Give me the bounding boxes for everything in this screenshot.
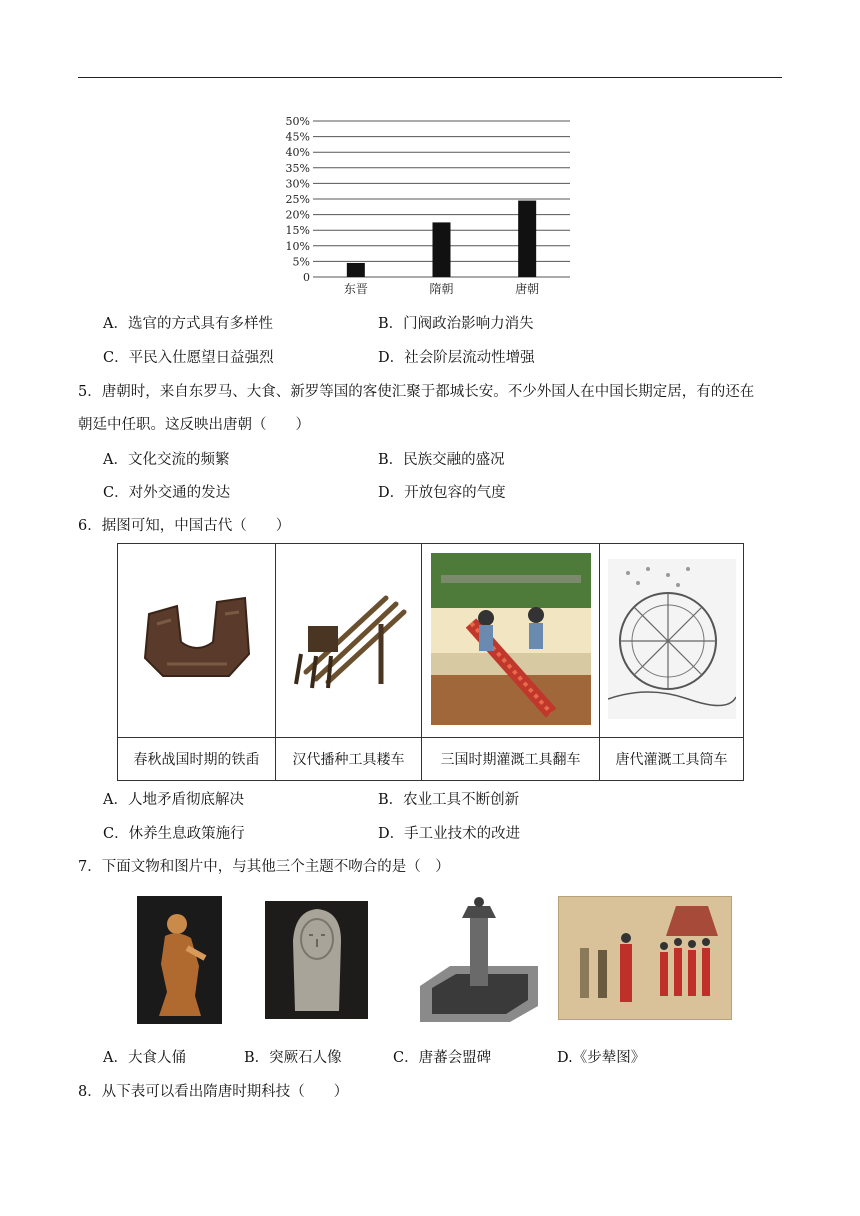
- q6-option-d[interactable]: D．手工业技术的改进: [378, 826, 521, 842]
- bar: [433, 222, 451, 277]
- arab-figurine-image: [137, 896, 222, 1024]
- q8-stem: 8．从下表可以看出隋唐时期科技（ ）: [78, 1084, 349, 1100]
- turkic-stone-statue-image: [265, 901, 368, 1019]
- y-tick-label: 0: [303, 271, 310, 284]
- q6-caption-2: 汉代播种工具耧车: [276, 738, 422, 781]
- tang-tibet-alliance-stele-image: [420, 896, 538, 1022]
- q6-option-c[interactable]: C．休养生息政策施行: [103, 826, 245, 842]
- q5-option-a[interactable]: A．文化交流的频繁: [103, 452, 230, 468]
- q4-option-d[interactable]: D．社会阶层流动性增强: [378, 350, 535, 366]
- q7-option-c[interactable]: C．唐蕃会盟碑: [393, 1050, 492, 1066]
- bar-chart: [280, 110, 580, 300]
- q6-stem: 6．据图可知，中国古代（ ）: [78, 518, 291, 534]
- q7-option-a[interactable]: A．大食人俑: [103, 1050, 186, 1066]
- q5-option-d[interactable]: D．开放包容的气度: [378, 485, 506, 501]
- y-tick-label: 35%: [285, 161, 310, 175]
- q6-image-table: [117, 543, 744, 781]
- y-tick-label: 25%: [285, 193, 310, 206]
- q6-caption-1: 春秋战国时期的铁臿: [118, 738, 276, 781]
- q4-option-c[interactable]: C．平民入仕愿望日益强烈: [103, 350, 274, 366]
- y-tick-label: 15%: [285, 224, 310, 238]
- y-tick-label: 20%: [285, 208, 310, 222]
- y-tick-label: 50%: [285, 115, 310, 128]
- x-tick-label: 隋朝: [429, 282, 454, 296]
- square-pallet-chain-pump-image: [422, 544, 600, 738]
- q6-option-b[interactable]: B．农业工具不断创新: [378, 792, 520, 808]
- q5-stem-line2: 朝廷中任职。这反映出唐朝（ ）: [78, 417, 310, 433]
- y-tick-label: 40%: [285, 146, 310, 160]
- x-tick-label: 东晋: [343, 282, 368, 296]
- q5-option-c[interactable]: C．对外交通的发达: [103, 485, 231, 501]
- x-tick-label: 唐朝: [515, 282, 540, 296]
- iron-spade-image: [118, 544, 276, 738]
- header-rule: [78, 77, 782, 78]
- bar: [518, 201, 536, 277]
- q5-option-b[interactable]: B．民族交融的盛况: [378, 452, 505, 468]
- q7-option-d[interactable]: D.《步辇图》: [557, 1050, 646, 1066]
- y-tick-label: 45%: [285, 130, 310, 144]
- q7-option-b[interactable]: B．突厥石人像: [244, 1050, 342, 1066]
- q5-stem-line1: 5．唐朝时，来自东罗马、大食、新罗等国的客使汇聚于都城长安。不少外国人在中国长期定居，有的还在: [78, 384, 755, 400]
- y-tick-label: 10%: [285, 239, 310, 253]
- q4-option-a[interactable]: A．选官的方式具有多样性: [103, 316, 273, 332]
- q6-caption-3: 三国时期灌溉工具翻车: [422, 738, 600, 781]
- y-tick-label: 30%: [285, 177, 310, 191]
- q4-option-b[interactable]: B．门阀政治影响力消失: [378, 316, 534, 332]
- water-wheel-image: [600, 544, 744, 738]
- bar: [347, 263, 365, 277]
- y-tick-label: 5%: [292, 255, 310, 269]
- seed-drill-image: [276, 544, 422, 738]
- q7-stem: 7．下面文物和图片中，与其他三个主题不吻合的是（ ）: [78, 859, 450, 875]
- bunian-tu-painting-image: [558, 896, 732, 1020]
- q6-caption-4: 唐代灌溉工具筒车: [600, 738, 744, 781]
- q6-option-a[interactable]: A．人地矛盾彻底解决: [103, 792, 244, 808]
